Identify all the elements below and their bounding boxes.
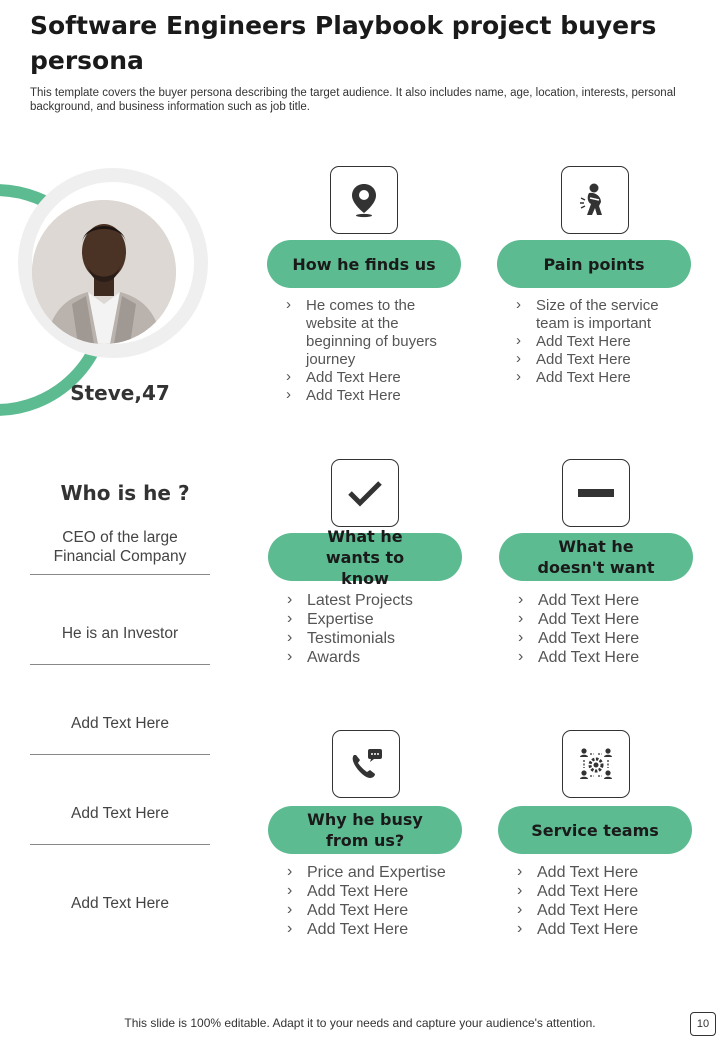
who-item: CEO of the large Financial Company — [53, 529, 187, 565]
card-bullets-how-he-finds-us — [286, 297, 461, 405]
minus-icon — [562, 459, 630, 527]
divider — [30, 664, 210, 665]
list-item: › Add Text Here — [516, 369, 691, 387]
divider — [30, 844, 210, 845]
phone-chat-icon — [332, 730, 400, 798]
card-title-text: Why he busy from us? — [307, 810, 423, 850]
page-title: Software Engineers Playbook project buyers persona — [30, 11, 657, 75]
divider — [30, 574, 210, 575]
list-item: › Size of the service team is important — [516, 297, 691, 333]
card-title-service-teams: Service teams — [498, 806, 692, 854]
who-title: Who is he ? — [60, 481, 190, 505]
list-item: › Add Text Here — [517, 882, 692, 901]
card-title-what-he-wants-to-know — [268, 526, 462, 588]
pain-person-icon — [561, 166, 629, 234]
card-title-what-he-doesnt-want — [499, 533, 693, 581]
list-item: › Add Text Here — [518, 648, 693, 667]
card-bullets-pain-points — [516, 297, 691, 387]
divider — [30, 754, 210, 755]
card-title-pain-points: Pain points — [497, 240, 691, 288]
card-bullets-what-he-doesnt-want — [518, 591, 693, 667]
list-item: › Add Text Here — [516, 351, 691, 369]
card-bullets-why-he-busy-from-us — [287, 863, 447, 939]
who-item: Add Text Here — [71, 805, 169, 822]
list-item: › Add Text Here — [286, 369, 461, 387]
list-item: › Add Text Here — [287, 901, 447, 920]
list-item: › Add Text Here — [517, 863, 692, 882]
who-item: Add Text Here — [71, 715, 169, 732]
list-item: › He comes to the website at the beginning of buyers journey — [286, 297, 461, 369]
card-title-how-he-finds-us: How he finds us — [267, 240, 461, 288]
persona-photo — [32, 200, 176, 344]
card-title-why-he-busy-from-us — [268, 806, 462, 854]
checkmark-icon — [331, 459, 399, 527]
list-item: › Add Text Here — [518, 629, 693, 648]
list-item: › Add Text Here — [518, 610, 693, 629]
list-item: › Awards — [287, 648, 462, 667]
list-item: › Add Text Here — [287, 920, 447, 939]
persona-name-age: Steve,47 — [70, 381, 170, 405]
page-subtitle: This template covers the buyer persona describing the target audience. It also includes name, age, location, interests, personal background, and business information such as job title. — [30, 87, 676, 113]
location-pin-icon — [330, 166, 398, 234]
list-item: › Add Text Here — [517, 920, 692, 939]
card-title-text: What he wants to know — [325, 526, 405, 588]
who-item: Add Text Here — [71, 895, 169, 912]
team-gear-icon — [562, 730, 630, 798]
list-item: › Expertise — [287, 610, 462, 629]
card-title-text: What he doesn't want — [537, 537, 655, 577]
page-number: 10 — [690, 1012, 716, 1036]
card-bullets-what-he-wants-to-know — [287, 591, 462, 667]
list-item: › Add Text Here — [517, 901, 692, 920]
list-item: › Add Text Here — [287, 882, 447, 901]
list-item: › Price and Expertise — [287, 863, 447, 882]
who-item: He is an Investor — [61, 625, 179, 642]
list-item: › Add Text Here — [286, 387, 461, 405]
card-bullets-service-teams — [517, 863, 692, 939]
footer-note: This slide is 100% editable. Adapt it to your needs and capture your audience's attention. — [124, 1016, 596, 1030]
list-item: › Add Text Here — [516, 333, 691, 351]
list-item: › Add Text Here — [518, 591, 693, 610]
list-item: › Testimonials — [287, 629, 462, 648]
list-item: › Latest Projects — [287, 591, 462, 610]
person-portrait-icon — [32, 200, 176, 344]
